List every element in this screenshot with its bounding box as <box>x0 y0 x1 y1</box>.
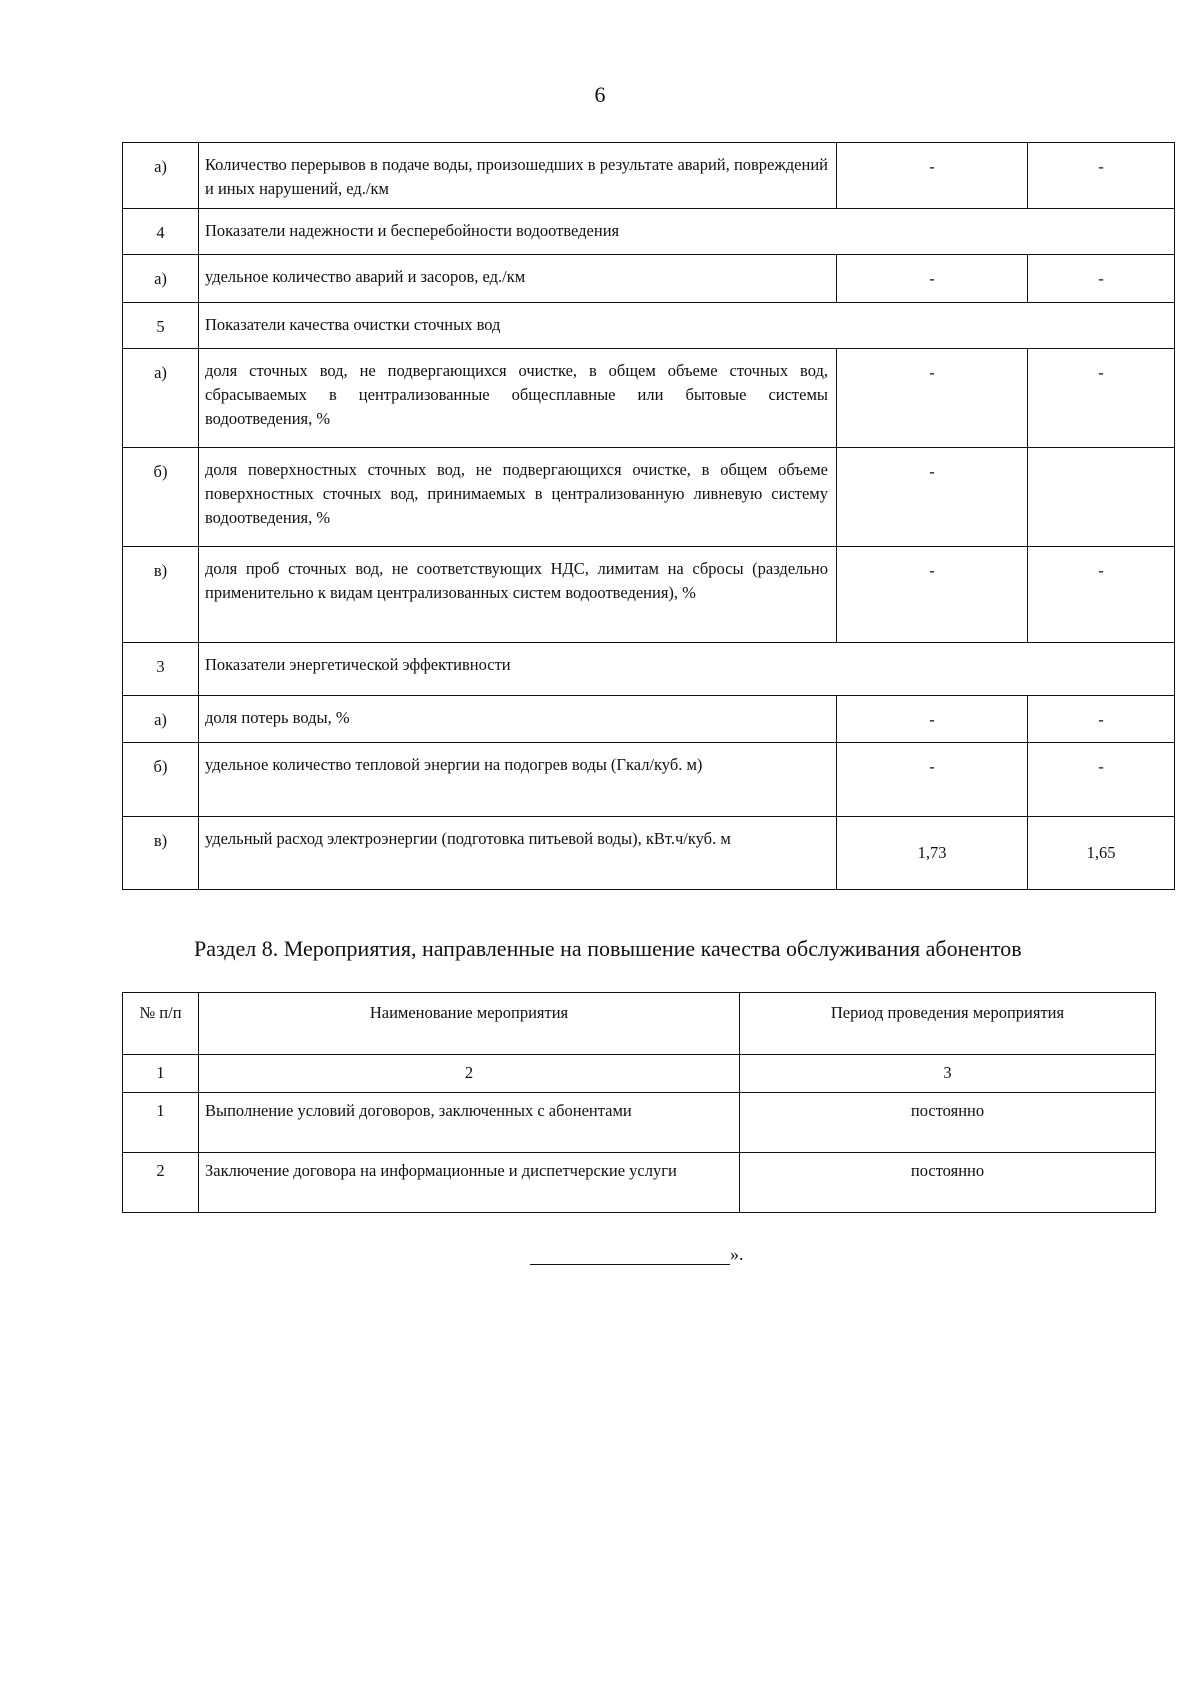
table-row <box>123 448 1175 547</box>
group-title: Показатели энергетической эффективности <box>199 643 1175 696</box>
group-title: Показатели надежности и бесперебойности водоотведения <box>199 209 1175 255</box>
signature-line <box>530 1246 730 1265</box>
header-period: Период проведения мероприятия <box>740 993 1156 1055</box>
indicator-value-1: - <box>837 696 1028 743</box>
row-number: а) <box>123 349 199 448</box>
indicator-name: удельное количество тепловой энергии на подогрев воды (Гкал/куб. м) <box>199 743 837 817</box>
measure-period: постоянно <box>740 1093 1156 1153</box>
col-number-1: 1 <box>123 1055 199 1093</box>
indicator-value-1: - <box>837 448 1028 547</box>
closing-mark <box>530 1244 744 1265</box>
indicator-value-1: - <box>837 547 1028 643</box>
group-number: 5 <box>123 303 199 349</box>
indicator-value-2: - <box>1028 255 1175 303</box>
row-number: а) <box>123 696 199 743</box>
indicator-value-2: 1,65 <box>1028 817 1175 890</box>
row-number: в) <box>123 817 199 890</box>
indicator-value-2: - <box>1028 547 1175 643</box>
table-row <box>123 817 1175 890</box>
indicator-value-1: - <box>837 143 1028 209</box>
row-number: в) <box>123 547 199 643</box>
table-row <box>123 643 1175 696</box>
col-number-2: 2 <box>199 1055 740 1093</box>
indicator-value-1: 1,73 <box>837 817 1028 890</box>
row-number: а) <box>123 255 199 303</box>
indicator-value-1: - <box>837 255 1028 303</box>
indicator-name: доля сточных вод, не подвергающихся очистке, в общем объеме сточных вод, сбрасываемых в централизованные общесплавные или бытовые системы водоотведения, % <box>199 349 837 448</box>
row-number: б) <box>123 448 199 547</box>
measures-table <box>122 992 1156 1213</box>
section-title: Раздел 8. Мероприятия, направленные на повышение качества обслуживания абонентов <box>194 936 1022 961</box>
measure-number: 2 <box>123 1153 199 1213</box>
measure-period: постоянно <box>740 1153 1156 1213</box>
measure-name: Выполнение условий договоров, заключенных с абонентами <box>199 1093 740 1153</box>
header-name: Наименование мероприятия <box>199 993 740 1055</box>
indicator-name: удельное количество аварий и засоров, ед./км <box>199 255 837 303</box>
indicator-name: доля проб сточных вод, не соответствующих НДС, лимитам на сбросы (раздельно применительно к видам централизованных систем водоотведения), % <box>199 547 837 643</box>
indicator-name: доля потерь воды, % <box>199 696 837 743</box>
indicator-value-2: - <box>1028 696 1175 743</box>
table-row <box>123 209 1175 255</box>
closing-quote: ». <box>730 1244 744 1264</box>
indicators-table <box>122 142 1175 890</box>
indicator-name: Количество перерывов в подаче воды, произошедших в результате аварий, повреждений и иных нарушений, ед./км <box>199 143 837 209</box>
group-number: 4 <box>123 209 199 255</box>
column-numbers-row <box>123 1055 1156 1093</box>
indicator-name: доля поверхностных сточных вод, не подвергающихся очистке, в общем объеме поверхностных сточных вод, принимаемых в централизованную ливневую систему водоотведения, % <box>199 448 837 547</box>
header-num: № п/п <box>123 993 199 1055</box>
group-number: 3 <box>123 643 199 696</box>
table-row <box>123 349 1175 448</box>
table-row <box>123 1093 1156 1153</box>
table-row <box>123 143 1175 209</box>
table-row <box>123 255 1175 303</box>
row-number: а) <box>123 143 199 209</box>
indicator-value-1: - <box>837 743 1028 817</box>
indicator-value-2: - <box>1028 743 1175 817</box>
table-header-row <box>123 993 1156 1055</box>
table-row <box>123 1153 1156 1213</box>
col-number-3: 3 <box>740 1055 1156 1093</box>
table-row <box>123 303 1175 349</box>
table-row <box>123 696 1175 743</box>
measure-number: 1 <box>123 1093 199 1153</box>
measure-name: Заключение договора на информационные и диспетчерские услуги <box>199 1153 740 1213</box>
row-number: б) <box>123 743 199 817</box>
page-number: 6 <box>594 82 606 107</box>
indicator-value-2: - <box>1028 143 1175 209</box>
indicator-value-2 <box>1028 448 1175 547</box>
indicator-value-1: - <box>837 349 1028 448</box>
table-row <box>123 547 1175 643</box>
indicator-name: удельный расход электроэнергии (подготовка питьевой воды), кВт.ч/куб. м <box>199 817 837 890</box>
group-title: Показатели качества очистки сточных вод <box>199 303 1175 349</box>
indicator-value-2: - <box>1028 349 1175 448</box>
table-row <box>123 743 1175 817</box>
